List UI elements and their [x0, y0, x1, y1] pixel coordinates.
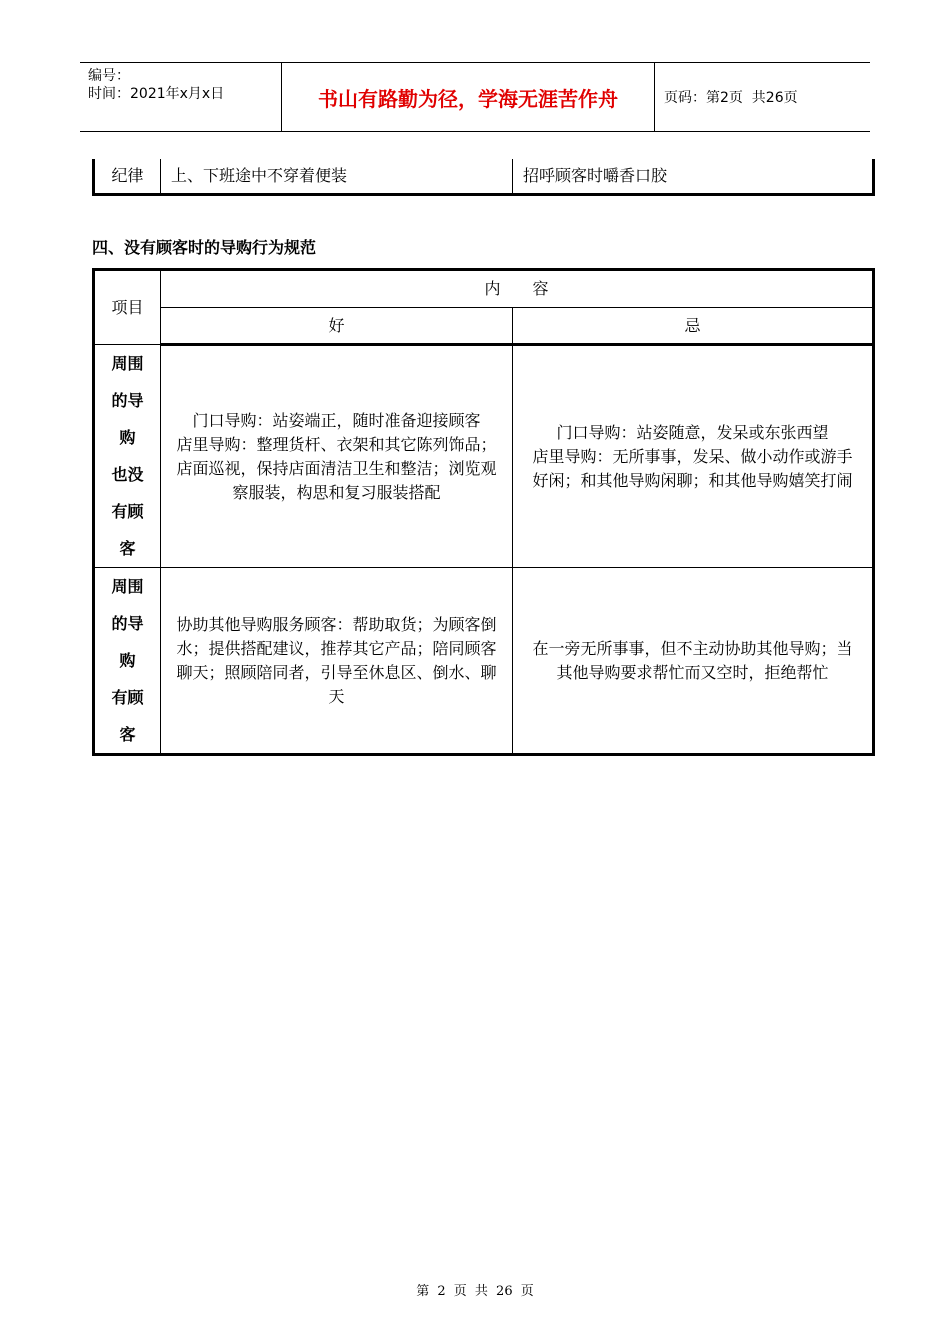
bad-text: 在一旁无所事事，但不主动协助其他导购；当其他导购要求帮忙而又空时，拒绝帮忙: [532, 638, 853, 682]
item-cell: 纪律: [94, 159, 161, 195]
page-footer: 第 2 页 共 26 页: [416, 1284, 534, 1299]
col-good-header: 好: [161, 308, 513, 345]
discipline-table: [92, 159, 875, 196]
table-row: [94, 159, 874, 195]
table-row: [94, 568, 874, 755]
header-page-info: 页码：第2页 共26页: [664, 90, 798, 106]
bad-cell: [513, 345, 874, 568]
col-content-header: 内 容: [161, 270, 874, 308]
good-cell: [161, 568, 513, 755]
bad-cell: 招呼顾客时嚼香口胶: [513, 159, 874, 195]
col-bad-header: 忌: [513, 308, 874, 345]
table-header-row: [94, 270, 874, 308]
good-cell: [161, 345, 513, 568]
table-row: [94, 345, 874, 568]
item-cell: 周围 的导 购 也没 有顾 客: [94, 345, 161, 568]
date-line: 时间：2021年x月x日: [88, 86, 225, 102]
item-cell: 周围 的导 购 有顾 客: [94, 568, 161, 755]
header-divider: [654, 63, 655, 131]
section-title: 四、没有顾客时的导购行为规范: [92, 238, 317, 257]
bad-text: 门口导购：站姿随意，发呆或东张西望 店里导购：无所事事，发呆、做小动作或游手好闲；和其他导购闲聊；和其他导购嬉笑打闹: [532, 422, 853, 490]
table-header-row: [94, 308, 874, 345]
page-header: [80, 62, 870, 132]
good-cell: 上、下班途中不穿着便装: [161, 159, 513, 195]
col-item-header: 项目: [94, 270, 161, 345]
code-label: 编号：: [88, 68, 130, 84]
good-text: 协助其他导购服务顾客：帮助取货；为顾客倒水；提供搭配建议，推荐其它产品；陪同顾客聊天；照顾陪同者，引导至休息区、倒水、聊天: [176, 614, 497, 706]
good-text: 门口导购：站姿端正，随时准备迎接顾客 店里导购：整理货杆、衣架和其它陈列饰品；店面巡视，保持店面清洁卫生和整洁；浏览观察服装，构思和复习服装搭配: [176, 410, 497, 502]
header-meta: [88, 67, 280, 103]
behavior-table: [92, 268, 875, 756]
header-motto: 书山有路勤为径，学海无涯苦作舟: [318, 86, 618, 111]
bad-cell: [513, 568, 874, 755]
